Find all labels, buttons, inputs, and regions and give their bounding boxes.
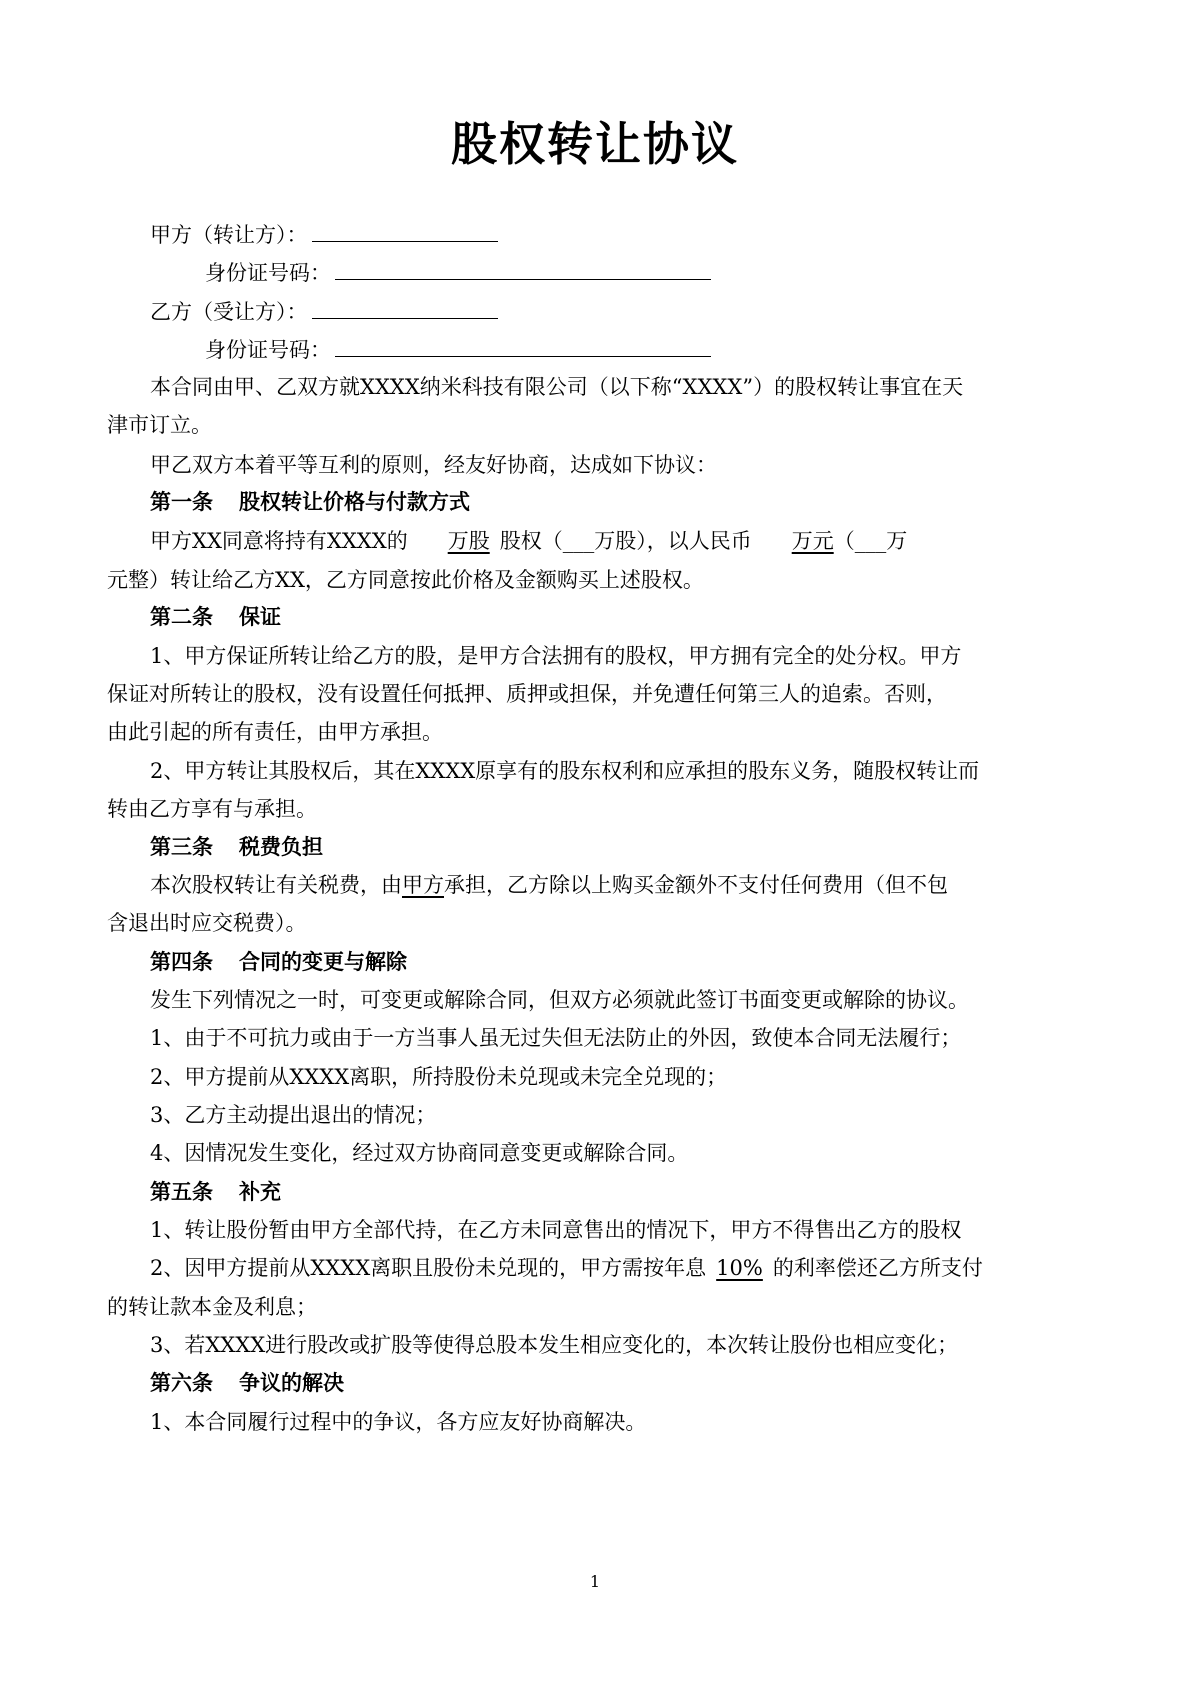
article-5-item-2-text-b: 的利率偿还乙方所支付 (772, 1256, 983, 1280)
intro-line-1: 本合同由甲、乙双方就XXXX纳米科技有限公司（以下称“XXXX”）的股权转让事宜在天 (150, 375, 964, 399)
article-5-item-2 (150, 1254, 983, 1283)
party-b-label: 乙方（受让方）： (150, 300, 308, 324)
article-4-heading (150, 948, 407, 977)
article-4-item-3: 3、乙方主动提出退出的情况； (150, 1103, 437, 1127)
article-3-number: 第三条 (150, 835, 213, 859)
party-a-id-blank (335, 257, 711, 280)
article-1-text-a: 甲方XX同意将持有XXXX的 (150, 529, 408, 553)
article-5-title: 补充 (239, 1180, 281, 1204)
document-title: 股权转让协议 (451, 117, 739, 171)
article-5-item-3: 3、若XXXX进行股改或扩股等使得总股本发生相应变化的，本次转让股份也相应变化； (150, 1333, 959, 1357)
article-4-item-4: 4、因情况发生变化，经过双方协商同意变更或解除合同。 (150, 1141, 689, 1165)
amount-blank: 万元 (791, 529, 834, 553)
article-1-text-b: 股权（___万股），以人民币 (499, 529, 752, 553)
article-3-para-2: 含退出时应交税费）。 (107, 911, 307, 935)
party-a-blank (312, 219, 498, 242)
article-4-lead: 发生下列情况之一时，可变更或解除合同，但双方必须就此签订书面变更或解除的协议。 (150, 988, 969, 1012)
article-6-heading (150, 1369, 344, 1398)
party-b-line (150, 296, 498, 327)
article-1-text-c: （___万 (833, 529, 908, 553)
article-1-number: 第一条 (150, 490, 213, 514)
article-4-item-1: 1、由于不可抗力或由于一方当事人虽无过失但无法防止的外因，致使本合同无法履行； (150, 1026, 962, 1050)
article-6-number: 第六条 (150, 1371, 213, 1395)
article-1-title: 股权转让价格与付款方式 (239, 490, 470, 514)
article-5-heading (150, 1178, 281, 1207)
article-2-heading (150, 603, 281, 632)
article-2-number: 第二条 (150, 605, 213, 629)
shares-blank: 万股 (447, 529, 490, 553)
party-b-blank (312, 296, 498, 319)
page-number: 1 (589, 1572, 601, 1591)
article-1-para-2: 元整）转让给乙方XX，乙方同意按此价格及金额购买上述股权。 (107, 568, 704, 592)
article-3-text-a: 本次股权转让有关税费，由 (150, 873, 402, 897)
article-2-p2-line-1: 2、甲方转让其股权后，其在XXXX原享有的股东权利和应承担的股东义务，随股权转让而 (150, 759, 980, 783)
article-2-p1-line-2: 保证对所转让的股权，没有设置任何抵押、质押或担保，并免遭任何第三人的追索。否则， (107, 682, 947, 706)
article-6-title: 争议的解决 (239, 1371, 344, 1395)
article-4-item-2: 2、甲方提前从XXXX离职，所持股份未兑现或未完全兑现的； (150, 1065, 728, 1089)
article-2-p1-line-1: 1、甲方保证所转让给乙方的股，是甲方合法拥有的股权，甲方拥有完全的处分权。甲方 (150, 644, 962, 668)
tax-bearer: 甲方 (402, 873, 444, 897)
article-6-item-1: 1、本合同履行过程中的争议，各方应友好协商解决。 (150, 1410, 647, 1434)
party-b-id-blank (335, 334, 711, 357)
article-5-item-2-text-a: 2、因甲方提前从XXXX离职且股份未兑现的，甲方需按年息 (150, 1256, 707, 1280)
intro-line-2: 津市订立。 (107, 413, 212, 437)
article-1-para-1 (150, 527, 907, 556)
article-5-item-1: 1、转让股份暂由甲方全部代持，在乙方未同意售出的情况下，甲方不得售出乙方的股权 (150, 1218, 962, 1242)
interest-rate: 10% (716, 1256, 763, 1280)
article-5-number: 第五条 (150, 1180, 213, 1204)
article-2-title: 保证 (239, 605, 281, 629)
party-a-id-line (205, 257, 711, 288)
intro-line-3: 甲乙双方本着平等互利的原则，经友好协商，达成如下协议： (150, 453, 717, 477)
article-4-number: 第四条 (150, 950, 213, 974)
article-2-p2-line-2: 转由乙方享有与承担。 (107, 797, 317, 821)
article-3-title: 税费负担 (239, 835, 323, 859)
party-b-id-label: 身份证号码： (205, 338, 331, 362)
article-5-item-2-line-2: 的转让款本金及利息； (107, 1295, 317, 1319)
party-a-id-label: 身份证号码： (205, 261, 331, 285)
article-1-heading (150, 488, 470, 517)
party-a-line (150, 219, 498, 250)
article-3-para-1 (150, 871, 948, 900)
party-a-label: 甲方（转让方）： (150, 223, 308, 247)
article-3-heading (150, 833, 323, 862)
party-b-id-line (205, 334, 711, 365)
article-4-title: 合同的变更与解除 (239, 950, 407, 974)
article-2-p1-line-3: 由此引起的所有责任，由甲方承担。 (107, 720, 443, 744)
article-3-text-b: 承担，乙方除以上购买金额外不支付任何费用（但不包 (444, 873, 948, 897)
